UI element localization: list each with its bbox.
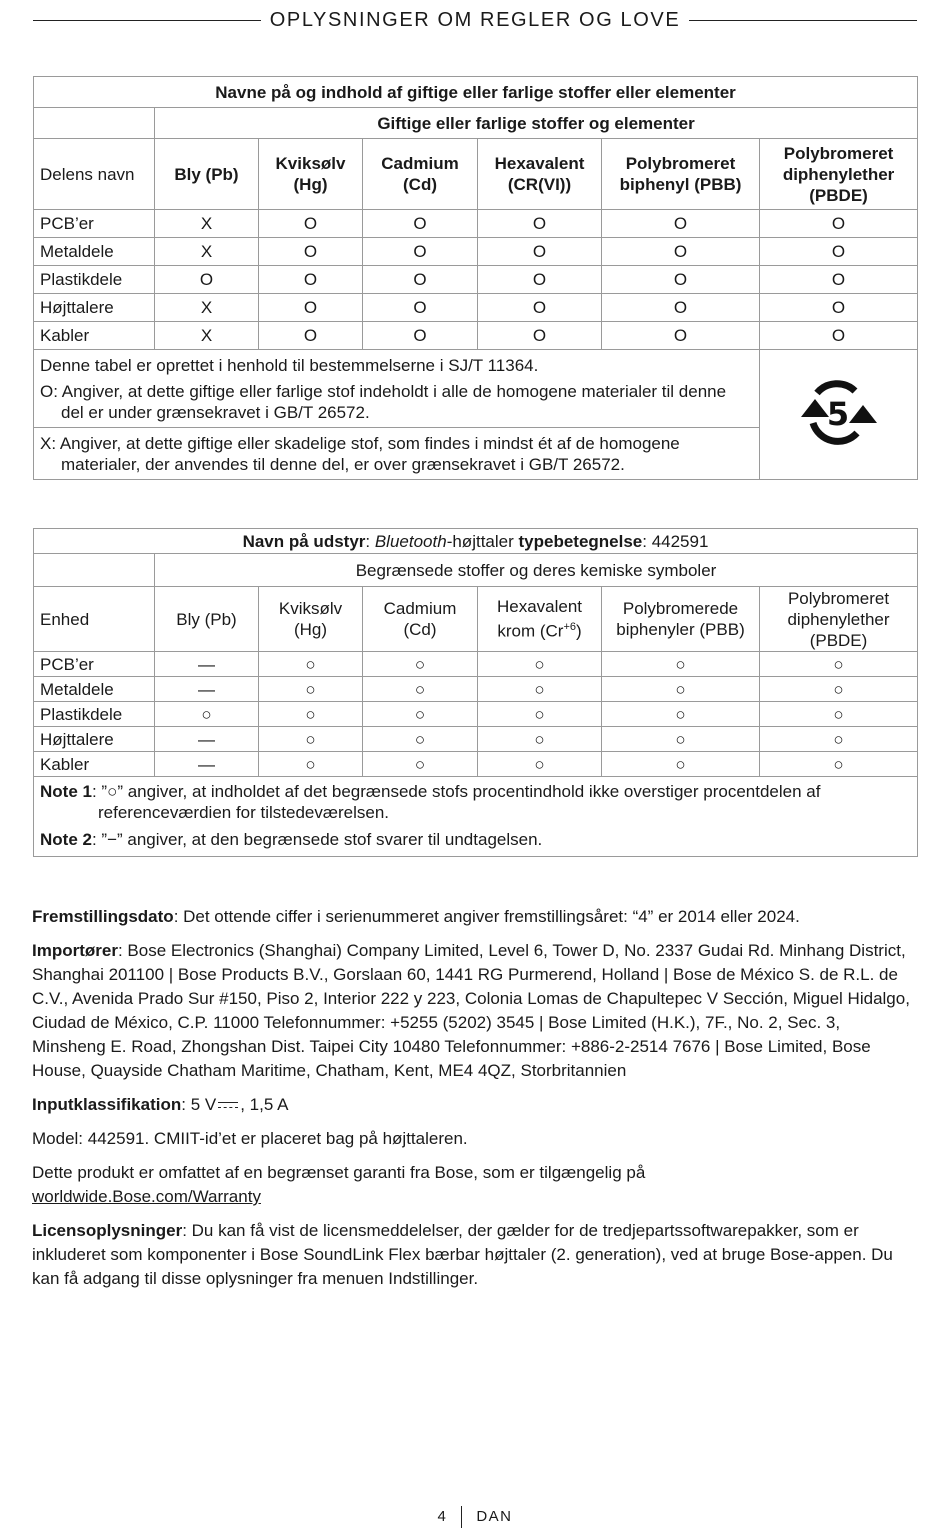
table2-cell: ○ bbox=[259, 752, 363, 777]
table2-cell: ○ bbox=[259, 652, 363, 677]
table2-cell: ○ bbox=[602, 752, 760, 777]
model-info: Model: 442591. CMIIT-id’et er placeret bag på højttaleren. bbox=[32, 1129, 468, 1148]
table1-cell: O bbox=[259, 266, 363, 294]
table1-row bbox=[34, 294, 918, 322]
table2-cell: ○ bbox=[363, 677, 478, 702]
table1-cell: O bbox=[602, 322, 760, 350]
table1-cell: O bbox=[478, 266, 602, 294]
table2-col-header: Polybromeret diphenylether (PBDE) bbox=[760, 587, 918, 652]
table2-cell: ○ bbox=[259, 677, 363, 702]
table2-row bbox=[34, 752, 918, 777]
page-header bbox=[33, 6, 917, 34]
table2-row bbox=[34, 727, 918, 752]
header-rule-left bbox=[33, 20, 261, 21]
table2-cell: ○ bbox=[478, 752, 602, 777]
table2-cell: ○ bbox=[602, 702, 760, 727]
table2-row bbox=[34, 677, 918, 702]
table2-row-name: Plastikdele bbox=[34, 702, 155, 727]
table1-cell: O bbox=[478, 238, 602, 266]
table2-cell: ○ bbox=[602, 652, 760, 677]
table2-notes bbox=[34, 777, 918, 857]
table2-row-name: Kabler bbox=[34, 752, 155, 777]
page-title: OPLYSNINGER OM REGLER OG LOVE bbox=[269, 8, 681, 31]
table2-cell: ○ bbox=[760, 677, 918, 702]
table2-cell: ○ bbox=[363, 702, 478, 727]
table2-title: Navn på udstyr: Bluetooth-højttaler typebetegnelse: 442591 bbox=[34, 529, 918, 554]
table1-row-name: PCB’er bbox=[34, 210, 155, 238]
table2-cell: ○ bbox=[760, 727, 918, 752]
table1-cell: X bbox=[155, 294, 259, 322]
table1-cell: O bbox=[602, 294, 760, 322]
table2-cell: ○ bbox=[259, 702, 363, 727]
table2-cell: ○ bbox=[760, 652, 918, 677]
table2-note-2: Note 2: ”−” angiver, at den begrænsede stof svarer til undtagelsen. bbox=[40, 830, 543, 849]
table1-col-header: Bly (Pb) bbox=[155, 139, 259, 210]
dc-symbol-icon bbox=[218, 1101, 238, 1111]
epup-logo-cell bbox=[760, 350, 918, 480]
table2-col-header-hexavalent: Hexavalent krom $(Cr^{+6})$ bbox=[478, 587, 602, 652]
table1-cell: O bbox=[259, 322, 363, 350]
table1-cell: O bbox=[760, 210, 918, 238]
table2-col-header: Cadmium (Cd) bbox=[363, 587, 478, 652]
table1-cell: O bbox=[259, 238, 363, 266]
table1-cell: O bbox=[155, 266, 259, 294]
table2-cell: — bbox=[155, 752, 259, 777]
table1-col-header: Polybromeret biphenyl (PBB) bbox=[602, 139, 760, 210]
table2-row-name: Højttalere bbox=[34, 727, 155, 752]
language-code: DAN bbox=[476, 1507, 513, 1525]
table2-col-header: Kviksølv (Hg) bbox=[259, 587, 363, 652]
table2-cell: — bbox=[155, 652, 259, 677]
table1-row bbox=[34, 322, 918, 350]
table1-col-header: Kviksølv (Hg) bbox=[259, 139, 363, 210]
table2-note-1: Note 1: ”○” angiver, at indholdet af det begrænsede stofs procentindhold ikke overstiger procentdelen af referenceværdien for tilstedeværelsen. bbox=[40, 782, 821, 822]
table1-row-name: Plastikdele bbox=[34, 266, 155, 294]
table2-cell: ○ bbox=[363, 752, 478, 777]
table2-cell: — bbox=[155, 677, 259, 702]
table1-notes bbox=[34, 350, 760, 480]
table2-group-header: Begrænsede stoffer og deres kemiske symboler bbox=[155, 554, 918, 587]
table1-group-header: Giftige eller farlige stoffer og elementer bbox=[155, 108, 918, 139]
table1-part-col-header: Delens navn bbox=[34, 139, 155, 210]
table1-cell: O bbox=[363, 294, 478, 322]
table1-cell: O bbox=[478, 294, 602, 322]
table2-cell: ○ bbox=[760, 752, 918, 777]
table1-row bbox=[34, 210, 918, 238]
table2-row-name: Metaldele bbox=[34, 677, 155, 702]
table1-row bbox=[34, 266, 918, 294]
table1-note-x: X: Angiver, at dette giftige eller skadelige stof, som findes i mindst ét af de homogene materialer, der anvendes til denne del, er over grænsekravet i GB/T 26572. bbox=[40, 434, 680, 474]
table2-col-header: Bly (Pb) bbox=[155, 587, 259, 652]
table2-cell: ○ bbox=[602, 727, 760, 752]
page-footer bbox=[0, 1506, 950, 1528]
table2-cell: ○ bbox=[478, 702, 602, 727]
table1-cell: O bbox=[363, 266, 478, 294]
table1-cell: O bbox=[259, 294, 363, 322]
table1-cell: O bbox=[602, 210, 760, 238]
table2-cell: ○ bbox=[363, 652, 478, 677]
table2-cell: — bbox=[155, 727, 259, 752]
table2-row bbox=[34, 652, 918, 677]
table1-cell: O bbox=[760, 322, 918, 350]
table1-cell: O bbox=[760, 294, 918, 322]
footer-separator bbox=[461, 1506, 462, 1528]
table1-note-o: O: Angiver, at dette giftige eller farlige stof indeholdt i alle de homogene materialer til denne del er under grænsekravet i GB/T 26572. bbox=[40, 382, 727, 422]
license-info: Licensoplysninger: Du kan få vist de licensmeddelelser, der gælder for de tredjepartssoftwarepakker, som er inkluderet som komponenter i Bose SoundLink Flex bærbar højttaler (2. generation), ved at bruge Bose-appen. Du kan få adgang til disse oplysninger fra menuen Indstillinger. bbox=[32, 1221, 893, 1288]
table2-col-header: Polybromerede biphenyler (PBB) bbox=[602, 587, 760, 652]
table1-cell: O bbox=[760, 238, 918, 266]
table1-cell: O bbox=[602, 238, 760, 266]
epup-number: 5 bbox=[826, 395, 849, 433]
manufacture-date: Fremstillingsdato: Det ottende ciffer i serienummeret angiver fremstillingsåret: “4” er 2014 eller 2024. bbox=[32, 907, 800, 926]
table2-cell: ○ bbox=[155, 702, 259, 727]
table2-blank-cell bbox=[34, 554, 155, 587]
table1-row-name: Metaldele bbox=[34, 238, 155, 266]
table1-col-header: Polybromeret diphenylether (PBDE) bbox=[760, 139, 918, 210]
header-rule-right bbox=[689, 20, 917, 21]
table2-cell: ○ bbox=[478, 652, 602, 677]
table1-cell: O bbox=[478, 322, 602, 350]
warranty-link[interactable]: worldwide.Bose.com/Warranty bbox=[32, 1187, 261, 1206]
table1-row bbox=[34, 238, 918, 266]
table1-cell: O bbox=[363, 210, 478, 238]
table1-col-header: Hexavalent (CR(VI)) bbox=[478, 139, 602, 210]
restricted-substances-table bbox=[33, 528, 918, 857]
table1-col-header: Cadmium (Cd) bbox=[363, 139, 478, 210]
table2-unit-col-header: Enhed bbox=[34, 587, 155, 652]
warranty-info: Dette produkt er omfattet af en begrænset garanti fra Bose, som er tilgængelig på worldwide.Bose.com/Warranty bbox=[32, 1163, 646, 1206]
importers: Importører: Bose Electronics (Shanghai) Company Limited, Level 6, Tower D, No. 2337 Gudai Rd. Minhang District, Shanghai 201100 | Bose Products B.V., Gorslaan 60, 1441 RG Purmerend, Holland | Bose de México S. de R.L. de C.V., Avenida Prado Sur #150, Piso 2, Interior 222 y 223, Colonia Lomas de Chapultepec V Sección, Miguel Hidalgo, Ciudad de México, C.P. 11000 Telefonnummer: +5255 (5202) 3545 | Bose Limited (H.K.), 7F., No. 2, Sec. 3, Minsheng E. Road, Zhongshan Dist. Taipei City 10480 Telefonnummer: +886-2-2514 7676 | Bose Limited, Bose House, Quayside Chatham Maritime, Chatham, Kent, ME4 4QZ, Storbritannien bbox=[32, 941, 910, 1080]
table1-cell: O bbox=[478, 210, 602, 238]
table2-cell: ○ bbox=[478, 727, 602, 752]
input-rating: Inputklassifikation: 5 V , 1,5 A bbox=[32, 1095, 289, 1114]
table2-cell: ○ bbox=[363, 727, 478, 752]
table1-cell: X bbox=[155, 238, 259, 266]
table1-row-name: Kabler bbox=[34, 322, 155, 350]
page-number: 4 bbox=[437, 1507, 448, 1525]
table1-cell: X bbox=[155, 322, 259, 350]
regulatory-info bbox=[32, 905, 916, 1301]
table1-cell: O bbox=[760, 266, 918, 294]
table2-cell: ○ bbox=[259, 727, 363, 752]
table2-row-name: PCB’er bbox=[34, 652, 155, 677]
table2-cell: ○ bbox=[760, 702, 918, 727]
table1-cell: X bbox=[155, 210, 259, 238]
table1-cell: O bbox=[259, 210, 363, 238]
hazardous-substances-table bbox=[33, 76, 918, 480]
table1-cell: O bbox=[363, 322, 478, 350]
table1-cell: O bbox=[363, 238, 478, 266]
table2-row bbox=[34, 702, 918, 727]
table1-title: Navne på og indhold af giftige eller farlige stoffer eller elementer bbox=[34, 77, 918, 108]
epup-recycling-logo bbox=[799, 377, 879, 447]
table1-cell: O bbox=[602, 266, 760, 294]
table1-row-name: Højttalere bbox=[34, 294, 155, 322]
table1-blank-cell bbox=[34, 108, 155, 139]
table2-cell: ○ bbox=[478, 677, 602, 702]
table1-note-standard: Denne tabel er oprettet i henhold til bestemmelserne i SJ/T 11364. bbox=[40, 356, 539, 375]
table2-cell: ○ bbox=[602, 677, 760, 702]
